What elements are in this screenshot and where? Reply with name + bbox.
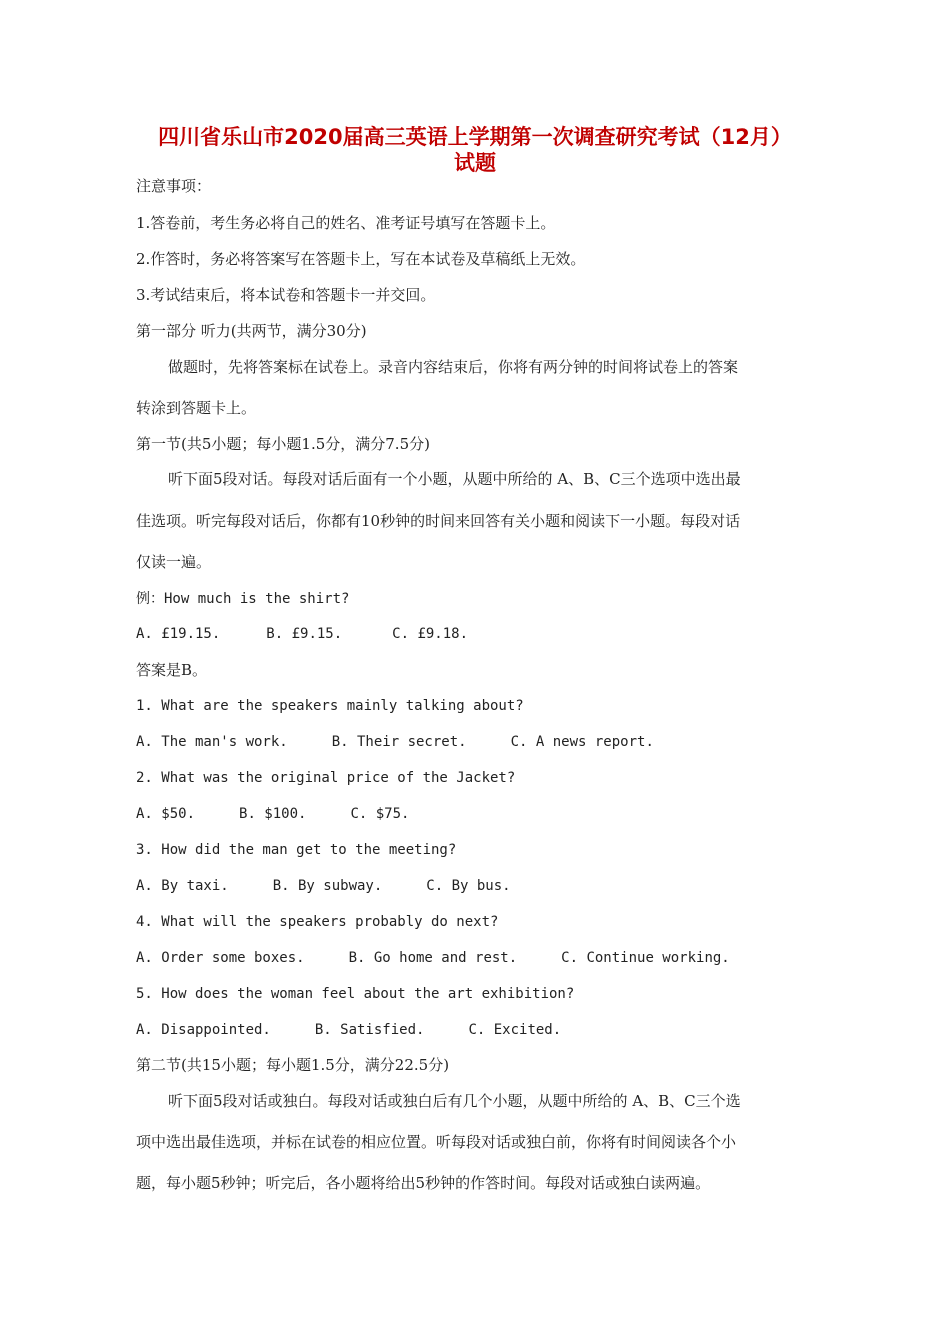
notice-item-1: 1.答卷前，考生务必将自己的姓名、准考证号填写在答题卡上。 bbox=[136, 214, 556, 232]
part1-intro-line-2: 转涂到答题卡上。 bbox=[136, 399, 257, 417]
question-1-option-b: B. Their secret. bbox=[331, 734, 467, 750]
section2-heading: 第二节(共15小题；每小题1.5分，满分22.5分) bbox=[136, 1056, 450, 1074]
example-answer: 答案是B。 bbox=[136, 661, 208, 679]
question-5-option-b: B. Satisfied. bbox=[314, 1022, 425, 1038]
notice-item-3: 3.考试结束后，将本试卷和答题卡一并交回。 bbox=[136, 286, 436, 304]
question-3: 3. How did the man get to the meeting? bbox=[136, 842, 457, 858]
part1-intro-line-1: 做题时，先将答案标在试卷上。录音内容结束后，你将有两分钟的时间将试卷上的答案 bbox=[168, 358, 739, 376]
question-4-option-c: C. Continue working. bbox=[561, 950, 730, 966]
question-5-option-a: A. Disappointed. bbox=[136, 1022, 271, 1038]
question-2-option-a: A. $50. bbox=[136, 806, 196, 822]
question-3-options bbox=[136, 876, 511, 896]
question-5-option-c: C. Excited. bbox=[468, 1022, 562, 1038]
question-2-option-c: C. $75. bbox=[350, 806, 410, 822]
question-4: 4. What will the speakers probably do next? bbox=[136, 914, 499, 930]
question-4-option-b: B. Go home and rest. bbox=[348, 950, 518, 966]
question-1-option-a: A. The man's work. bbox=[136, 734, 288, 750]
section2-intro-line-1: 听下面5段对话或独白。每段对话或独白后有几个小题，从题中所给的 A、B、C三个选 bbox=[168, 1092, 741, 1110]
question-2: 2. What was the original price of the Jacket? bbox=[136, 770, 516, 786]
question-1: 1. What are the speakers mainly talking about? bbox=[136, 698, 524, 714]
question-5: 5. How does the woman feel about the art exhibition? bbox=[136, 986, 575, 1002]
section2-intro-line-2: 项中选出最佳选项，并标在试卷的相应位置。听每段对话或独白前，你将有时间阅读各个小 bbox=[136, 1133, 737, 1151]
title-line-1: 四川省乐山市2020届高三英语上学期第一次调查研究考试（12月） bbox=[158, 125, 792, 149]
notice-item-2: 2.作答时，务必将答案写在答题卡上，写在本试卷及草稿纸上无效。 bbox=[136, 250, 586, 268]
notice-heading: 注意事项： bbox=[136, 177, 212, 195]
part1-heading: 第一部分 听力(共两节，满分30分) bbox=[136, 322, 367, 340]
question-2-options bbox=[136, 804, 409, 824]
question-4-options bbox=[136, 948, 730, 968]
example-option-a: A. £19.15. bbox=[136, 626, 221, 642]
question-4-option-a: A. Order some boxes. bbox=[136, 950, 305, 966]
section1-heading: 第一节(共5小题；每小题1.5分，满分7.5分) bbox=[136, 435, 430, 453]
section2-intro-line-3: 题，每小题5秒钟；听完后，各小题将给出5秒钟的作答时间。每段对话或独白读两遍。 bbox=[136, 1174, 711, 1192]
question-1-option-c: C. A news report. bbox=[510, 734, 654, 750]
example-question: 例：How much is the shirt? bbox=[136, 591, 350, 607]
question-5-options bbox=[136, 1020, 561, 1040]
question-2-option-b: B. $100. bbox=[239, 806, 307, 822]
question-3-option-c: C. By bus. bbox=[426, 878, 511, 894]
question-3-option-a: A. By taxi. bbox=[136, 878, 229, 894]
example-options bbox=[136, 624, 468, 644]
section1-intro-line-2: 佳选项。听完每段对话后，你都有10秒钟的时间来回答有关小题和阅读下一小题。每段对话 bbox=[136, 512, 741, 530]
question-3-option-b: B. By subway. bbox=[272, 878, 383, 894]
example-option-b: B. £9.15. bbox=[266, 626, 343, 642]
section1-intro-line-3: 仅读一遍。 bbox=[136, 553, 212, 571]
section1-intro-line-1: 听下面5段对话。每段对话后面有一个小题，从题中所给的 A、B、C三个选项中选出最 bbox=[168, 470, 741, 488]
question-1-options bbox=[136, 732, 654, 752]
example-option-c: C. £9.18. bbox=[392, 626, 469, 642]
title-line-2: 试题 bbox=[454, 151, 496, 175]
